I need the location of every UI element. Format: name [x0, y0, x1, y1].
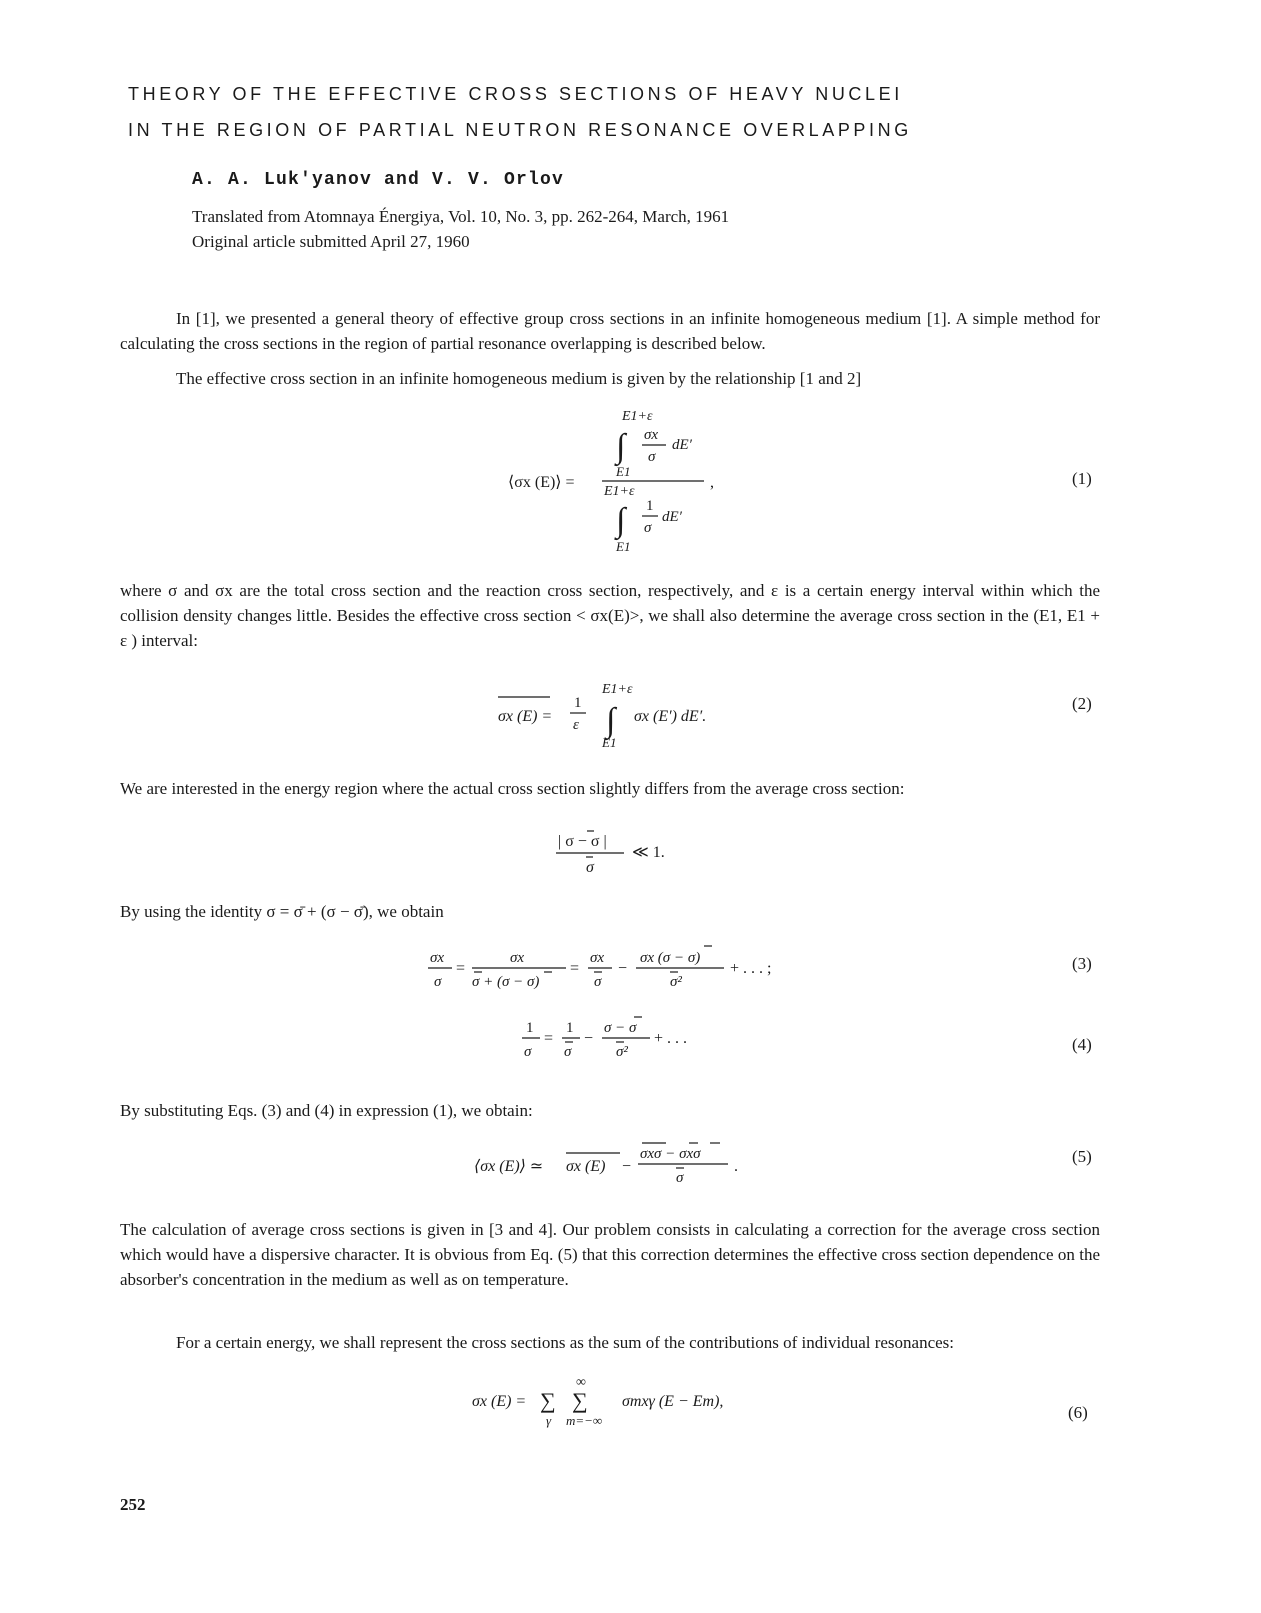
eq1-den-integrand-top: 1: [646, 498, 654, 514]
eq5-trailing: .: [734, 1158, 738, 1175]
eq3-f3-bottom: σ²: [670, 974, 682, 990]
eq5-lhs: ⟨σx (E)⟩ ≃: [474, 1158, 544, 1175]
eq3-f2-bottom: σ: [594, 974, 602, 990]
eq1-num-integrand-top: σx: [644, 427, 659, 443]
eq4-lhs-bottom: σ: [524, 1044, 532, 1060]
eq1-num-differential: dE′: [672, 437, 692, 453]
eq3-f1-bottom: σ + (σ − σ): [472, 974, 540, 990]
eq4-f2-top: σ − σ: [604, 1020, 637, 1036]
eq6-lhs: σx (E) =: [472, 1393, 527, 1410]
eq4-f2-bottom: σ²: [616, 1044, 628, 1060]
eq2-integral-sign: ∫: [606, 702, 616, 739]
equation-5: [472, 1140, 772, 1196]
paragraph-identity: By using the identity σ = σ̄ + (σ − σ̄), we obtain: [120, 902, 444, 921]
paragraph-definitions: where σ and σx are the total cross section and the reaction cross section, respectively, and ε is a certain energy interval within which the collision density changes little. Besides the effective cross section < σx(E)>, we shall also determine the average cross section in the (E1, E1 + ε ) interval:: [120, 581, 1100, 650]
eq3-tail: + . . . ;: [730, 960, 772, 977]
eq2-coef-bottom: ε: [573, 717, 579, 733]
eq3-number: (3): [1072, 954, 1092, 973]
equation-3: [426, 944, 806, 994]
equation-2: [494, 675, 754, 755]
equation-4: [520, 1014, 720, 1064]
eq1-num-upper-limit: E1+ε: [622, 409, 653, 424]
eq6-number: (6): [1068, 1403, 1088, 1422]
svg-text:=: =: [544, 1030, 554, 1047]
equation-6: [470, 1372, 790, 1432]
eq5-fraction-top: σxσ − σxσ: [640, 1146, 701, 1162]
svg-text:=: =: [456, 960, 466, 977]
ineq-numerator: | σ − σ |: [558, 833, 607, 850]
eq1-num-integral-sign: ∫: [616, 428, 626, 465]
eq1-den-integrand-bottom: σ: [644, 520, 652, 536]
eq4-f1-top: 1: [566, 1020, 574, 1036]
paragraph-energy-region: We are interested in the energy region where the actual cross section slightly differs from the average cross section:: [120, 779, 905, 798]
eq4-tail: + . . .: [654, 1030, 688, 1047]
eq2-lhs: σx (E) =: [498, 708, 553, 725]
eq6-sum-1: ∑: [540, 1388, 556, 1413]
eq2-integrand: σx (E′) dE′.: [634, 708, 707, 725]
paragraph-effective-cross-section: The effective cross section in an infinite homogeneous medium is given by the relationship [1 and 2]: [176, 369, 862, 388]
eq1-den-integral-sign: ∫: [616, 502, 626, 539]
eq4-lhs-top: 1: [526, 1020, 534, 1036]
authors: A. A. Luk'yanov and V. V. Orlov: [192, 170, 565, 190]
svg-text:−: −: [622, 1158, 632, 1175]
eq2-upper-limit: E1+ε: [602, 682, 633, 697]
paragraph-resonances: For a certain energy, we shall represent the cross sections as the sum of the contributions of individual resonances:: [176, 1333, 955, 1352]
paragraph-intro: In [1], we presented a general theory of effective group cross sections in an infinite homogeneous medium [1]. A simple method for calculating the cross sections in the region of partial resonance overlapping is described below.: [120, 309, 1100, 353]
eq3-lhs-bottom: σ: [434, 974, 442, 990]
eq1-lhs: ⟨σx (E)⟩ =: [508, 474, 575, 491]
ineq-denominator: σ: [586, 859, 594, 876]
eq5-fraction-bottom: σ: [676, 1170, 684, 1186]
eq1-den-upper-limit: E1+ε: [604, 484, 635, 499]
title-line-1: THEORY OF THE EFFECTIVE CROSS SECTIONS OF HEAVY NUCLEI: [128, 84, 903, 104]
translation-note: Translated from Atomnaya Énergiya, Vol. 10, No. 3, pp. 262-264, March, 1961: [192, 207, 730, 226]
eq6-sum-1-sub: γ: [546, 1413, 552, 1428]
eq4-f1-bottom: σ: [564, 1044, 572, 1060]
eq6-sum-2-sup: ∞: [576, 1375, 586, 1390]
eq1-den-lower-limit: E1: [616, 539, 631, 554]
eq3-f3-top: σx (σ − σ): [640, 950, 701, 966]
eq2-coef-top: 1: [574, 695, 582, 711]
svg-text:=: =: [570, 960, 580, 977]
svg-text:−: −: [618, 960, 628, 977]
eq3-f2-top: σx: [590, 950, 605, 966]
eq6-term: σmxγ (E − Em),: [622, 1393, 724, 1410]
ineq-rhs: ≪ 1.: [632, 844, 665, 861]
eq1-num-integrand-bottom: σ: [648, 449, 656, 465]
eq5-number: (5): [1072, 1147, 1092, 1166]
eq3-lhs-top: σx: [430, 950, 445, 966]
paragraph-substituting: By substituting Eqs. (3) and (4) in expression (1), we obtain:: [120, 1101, 533, 1120]
equation-inequality: [556, 826, 696, 882]
title-line-2: IN THE REGION OF PARTIAL NEUTRON RESONANCE OVERLAPPING: [128, 120, 912, 140]
submission-note: Original article submitted April 27, 1960: [192, 232, 470, 251]
eq3-f1-top: σx: [510, 950, 525, 966]
paragraph-calculation: The calculation of average cross sections is given in [3 and 4]. Our problem consists in calculating a correction for the average cross section which would have a dispersive character. It is obvious from Eq. (5) that this correction determines the effective cross section dependence on the absorber's concentration in the medium as well as on temperature.: [120, 1220, 1100, 1289]
eq6-sum-2-sub: m=−∞: [566, 1413, 603, 1428]
eq2-lower-limit: E1: [602, 735, 617, 750]
eq6-sum-2: ∑: [572, 1388, 588, 1413]
eq5-average: σx (E): [566, 1158, 606, 1175]
svg-text:−: −: [584, 1030, 594, 1047]
eq1-trailing-comma: ,: [710, 474, 714, 491]
eq1-num-lower-limit: E1: [616, 464, 631, 479]
page-number: 252: [120, 1495, 146, 1514]
eq2-number: (2): [1072, 694, 1092, 713]
equation-1: [500, 405, 760, 555]
eq4-number: (4): [1072, 1035, 1092, 1054]
eq1-den-differential: dE′: [662, 509, 682, 525]
eq1-number: (1): [1072, 469, 1092, 488]
